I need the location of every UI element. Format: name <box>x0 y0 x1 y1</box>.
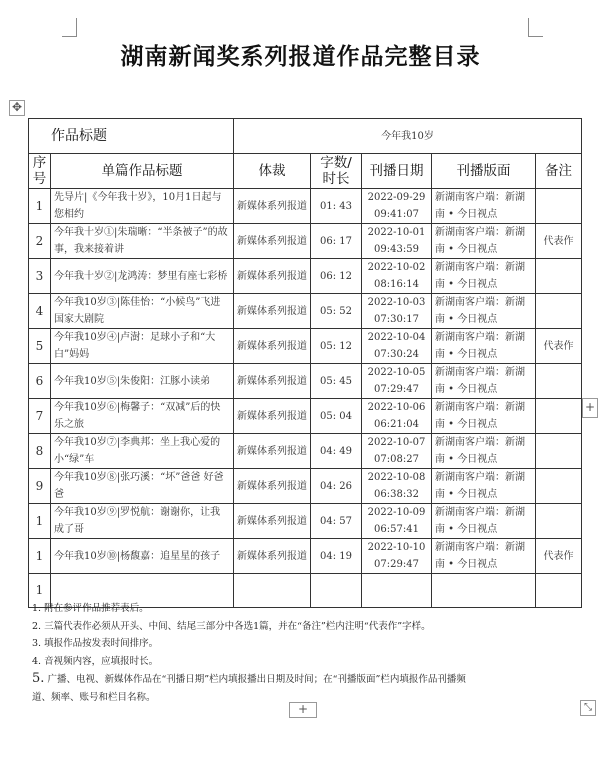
cell-date[interactable]: 2022-10-09 06:57:41 <box>362 504 432 539</box>
header-genre: 体裁 <box>234 154 311 189</box>
table-row <box>29 294 582 329</box>
cell-title[interactable]: 今年我10岁⑨|罗悦航：谢谢你，让我成了哥 <box>51 504 234 539</box>
cell-duration[interactable]: 05: 04 <box>311 399 362 434</box>
cell-title[interactable]: 今年我10岁⑦|李典邦：坐上我心爱的小“绿”车 <box>51 434 234 469</box>
cell-no[interactable]: 6 <box>29 364 51 399</box>
note-line <box>32 635 572 653</box>
cell-date[interactable]: 2022-10-05 07:29:47 <box>362 364 432 399</box>
table-row <box>29 399 582 434</box>
header-no: 序号 <box>29 154 51 189</box>
cell-note[interactable] <box>536 364 582 399</box>
cell-duration[interactable]: 05: 52 <box>311 294 362 329</box>
page-corner-mark-top-left <box>62 18 77 37</box>
table-row <box>29 329 582 364</box>
work-title-value[interactable]: 今年我10岁 <box>234 119 582 154</box>
cell-title[interactable]: 今年我10岁⑧|张巧溪：“坏”爸爸 好爸爸 <box>51 469 234 504</box>
cell-title[interactable]: 今年我10岁⑩|杨馥嘉：追星星的孩子 <box>51 539 234 574</box>
cell-no[interactable]: 3 <box>29 259 51 294</box>
cell-duration[interactable]: 04: 57 <box>311 504 362 539</box>
table-row <box>29 539 582 574</box>
cell-date[interactable]: 2022-10-03 07:30:17 <box>362 294 432 329</box>
note-line <box>32 670 572 689</box>
add-column-button[interactable]: + <box>582 398 598 418</box>
cell-date[interactable]: 2022-10-02 08:16:14 <box>362 259 432 294</box>
cell-genre[interactable]: 新媒体系列报道 <box>234 294 311 329</box>
cell-no[interactable]: 7 <box>29 399 51 434</box>
cell-title[interactable]: 今年我十岁②|龙鸿涛：梦里有座七彩桥 <box>51 259 234 294</box>
cell-date[interactable]: 2022-10-06 06:21:04 <box>362 399 432 434</box>
table-row <box>29 469 582 504</box>
cell-page[interactable]: 新湖南客户端：新湖南 • 今日视点 <box>432 399 536 434</box>
note-text: 填报作品按发表时间排序。 <box>44 638 159 649</box>
header-duration: 字数/时长 <box>311 154 362 189</box>
cell-genre[interactable]: 新媒体系列报道 <box>234 539 311 574</box>
note-text: 三篇代表作必须从开头、中间、结尾三部分中各选1篇，并在“备注”栏内注明“代表作”字样。 <box>44 620 431 632</box>
cell-page[interactable]: 新湖南客户端：新湖南 • 今日视点 <box>432 329 536 364</box>
note-marker: 1. <box>32 603 42 614</box>
cell-no[interactable]: 1 <box>29 574 51 608</box>
note-text: 附在参评作品推荐表后。 <box>44 603 149 614</box>
cell-page[interactable]: 新湖南客户端：新湖南 • 今日视点 <box>432 294 536 329</box>
header-date: 刊播日期 <box>362 154 432 189</box>
cell-no[interactable]: 9 <box>29 469 51 504</box>
note-line <box>32 653 572 671</box>
cell-genre[interactable]: 新媒体系列报道 <box>234 469 311 504</box>
cell-duration[interactable]: 06: 17 <box>311 224 362 259</box>
cell-note[interactable] <box>536 399 582 434</box>
table-header-row <box>29 154 582 189</box>
cell-duration[interactable]: 04: 26 <box>311 469 362 504</box>
note-line <box>32 600 572 618</box>
cell-note[interactable] <box>536 434 582 469</box>
table-row <box>29 224 582 259</box>
cell-date[interactable]: 2022-10-10 07:29:47 <box>362 539 432 574</box>
cell-title[interactable]: 今年我十岁①|朱瑞晰：“半条被子”的故事，我来接着讲 <box>51 224 234 259</box>
cell-no[interactable]: 2 <box>29 224 51 259</box>
notes-block <box>32 600 572 706</box>
cell-page[interactable]: 新湖南客户端：新湖南 • 今日视点 <box>432 189 536 224</box>
table-row <box>29 504 582 539</box>
cell-page[interactable]: 新湖南客户端：新湖南 • 今日视点 <box>432 469 536 504</box>
header-note: 备注 <box>536 154 582 189</box>
cell-genre[interactable]: 新媒体系列报道 <box>234 189 311 224</box>
add-row-button[interactable]: + <box>289 702 317 718</box>
cell-no[interactable]: 8 <box>29 434 51 469</box>
cell-title[interactable]: 先导片|《今年我十岁》，10月1日起与您相约 <box>51 189 234 224</box>
note-text: 广播、电视、新媒体作品在“刊播日期”栏内填报播出日期及时间；在“刊播版面”栏内填报作品刊播频 <box>47 674 466 685</box>
cell-no[interactable]: 5 <box>29 329 51 364</box>
note-line <box>32 618 572 636</box>
header-title: 单篇作品标题 <box>51 154 234 189</box>
table-row <box>29 259 582 294</box>
note-marker: 2. <box>32 620 42 632</box>
note-marker: 3. <box>32 638 42 649</box>
cell-genre[interactable]: 新媒体系列报道 <box>234 259 311 294</box>
cell-title[interactable]: 今年我10岁③|陈佳怡：“小候鸟”飞进国家大剧院 <box>51 294 234 329</box>
cell-title[interactable]: 今年我10岁⑤|朱俊阳：江豚小读弟 <box>51 364 234 399</box>
cell-page[interactable]: 新湖南客户端：新湖南 • 今日视点 <box>432 224 536 259</box>
cell-page[interactable]: 新湖南客户端：新湖南 • 今日视点 <box>432 504 536 539</box>
cell-duration[interactable]: 04: 19 <box>311 539 362 574</box>
cell-note[interactable]: 代表作 <box>536 224 582 259</box>
cell-genre[interactable]: 新媒体系列报道 <box>234 329 311 364</box>
note-text: 道、频率、账号和栏目名称。 <box>32 691 156 703</box>
cell-date[interactable]: 2022-09-29 09:41:07 <box>362 189 432 224</box>
cell-note[interactable]: 代表作 <box>536 539 582 574</box>
cell-no[interactable]: 1 <box>29 504 51 539</box>
work-title-row <box>29 119 582 154</box>
cell-title[interactable]: 今年我10岁⑥|梅馨子：“双减”后的快乐之旅 <box>51 399 234 434</box>
note-text: 音视频内容，应填报时长。 <box>44 655 159 667</box>
cell-no[interactable]: 1 <box>29 539 51 574</box>
cell-genre[interactable]: 新媒体系列报道 <box>234 364 311 399</box>
table-row <box>29 434 582 469</box>
cell-date[interactable]: 2022-10-07 07:08:27 <box>362 434 432 469</box>
work-title-label: 作品标题 <box>29 119 234 154</box>
page-corner-mark-top-right <box>528 18 543 37</box>
cell-page[interactable]: 新湖南客户端：新湖南 • 今日视点 <box>432 364 536 399</box>
move-cross-icon[interactable]: ✥ <box>9 100 25 116</box>
cell-genre[interactable]: 新媒体系列报道 <box>234 504 311 539</box>
cell-note[interactable] <box>536 469 582 504</box>
cell-genre[interactable]: 新媒体系列报道 <box>234 399 311 434</box>
works-table <box>28 118 582 608</box>
table-row <box>29 189 582 224</box>
cell-title[interactable]: 今年我10岁④|卢澍：足球小子和“大白”妈妈 <box>51 329 234 364</box>
cell-note[interactable] <box>536 504 582 539</box>
cell-genre[interactable]: 新媒体系列报道 <box>234 434 311 469</box>
cell-page[interactable]: 新湖南客户端：新湖南 • 今日视点 <box>432 539 536 574</box>
cell-genre[interactable]: 新媒体系列报道 <box>234 224 311 259</box>
cell-duration[interactable]: 05: 45 <box>311 364 362 399</box>
cell-duration[interactable]: 01: 43 <box>311 189 362 224</box>
cell-date[interactable]: 2022-10-01 09:43:59 <box>362 224 432 259</box>
note-marker: 5. <box>32 671 45 686</box>
cell-duration[interactable]: 06: 12 <box>311 259 362 294</box>
cell-note[interactable] <box>536 294 582 329</box>
resize-arrow-icon[interactable]: ⤡ <box>580 700 596 716</box>
cell-note[interactable]: 代表作 <box>536 329 582 364</box>
cell-note[interactable] <box>536 189 582 224</box>
cell-duration[interactable]: 04: 49 <box>311 434 362 469</box>
document-title: 湖南新闻奖系列报道作品完整目录 <box>120 44 481 70</box>
cell-page[interactable]: 新湖南客户端：新湖南 • 今日视点 <box>432 259 536 294</box>
cell-duration[interactable]: 05: 12 <box>311 329 362 364</box>
cell-date[interactable]: 2022-10-04 07:30:24 <box>362 329 432 364</box>
cell-note[interactable] <box>536 259 582 294</box>
cell-no[interactable]: 1 <box>29 189 51 224</box>
cell-no[interactable]: 4 <box>29 294 51 329</box>
cell-date[interactable]: 2022-10-08 06:38:32 <box>362 469 432 504</box>
table-row <box>29 364 582 399</box>
cell-page[interactable]: 新湖南客户端：新湖南 • 今日视点 <box>432 434 536 469</box>
note-marker: 4. <box>32 655 42 667</box>
header-page: 刊播版面 <box>432 154 536 189</box>
